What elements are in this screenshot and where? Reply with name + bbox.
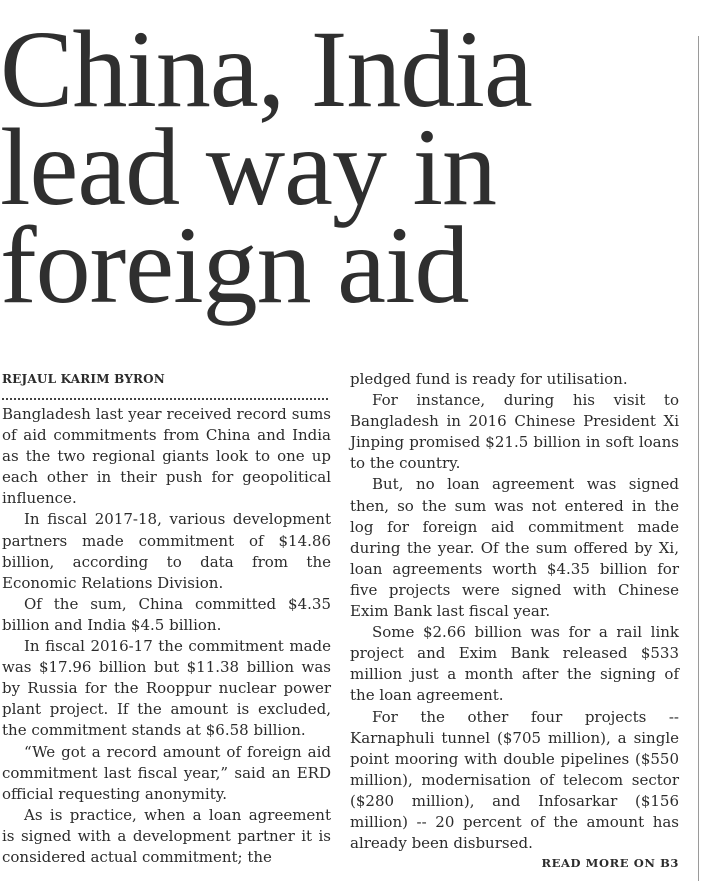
paragraph-continuation: pledged fund is ready for utilisation. <box>350 370 628 388</box>
paragraph: Bangladesh last year received record sums of aid commitments from China and India as the two regional giants look to one up each other in their push for geopolitical influence. <box>2 405 331 508</box>
article-column-2 <box>350 369 679 854</box>
paragraph: Some $2.66 billion was for a rail link project and Exim Bank released $533 million just a month after the signing of the loan agreement. <box>350 623 679 705</box>
paragraph: For the other four projects -- Karnaphuli tunnel ($705 million), a single point mooring with double pipelines ($550 million), modernisation of telecom sector ($280 million), and Infosarkar ($156 million) -- 20 percent of the amount has already been disbursed. <box>350 707 679 853</box>
column-divider-rule <box>698 36 699 881</box>
paragraph: In fiscal 2017-18, various development partners made commitment of $14.86 billion, according to data from the Economic Relations Division. <box>2 510 331 592</box>
paragraph: As is practice, when a loan agreement is signed with a development partner it is considered actual commitment; the <box>2 805 331 866</box>
paragraph: In fiscal 2016-17 the commitment made was $17.96 billion but $11.38 billion was by Russia for the Rooppur nuclear power plant project. If the amount is excluded, the commitment stands at $6.58 billion. <box>2 637 331 740</box>
headline-line-1: China, India <box>0 8 532 130</box>
paragraph: Of the sum, China committed $4.35 billion and India $4.5 billion. <box>2 594 331 634</box>
article-column-1 <box>2 369 331 868</box>
paragraph: But, no loan agreement was signed then, so the sum was not entered in the log for foreign aid commitment made during the year. Of the sum offered by Xi, loan agreements worth $4.35 billion for five projects were signed with Chinese Exim Bank last fiscal year. <box>350 475 679 621</box>
paragraph: For instance, during his visit to Bangladesh in 2016 Chinese President Xi Jinping promised $21.5 billion in soft loans to the country. <box>350 391 679 473</box>
headline-line-2: lead way in <box>0 106 497 228</box>
headline-line-3: foreign aid <box>0 204 469 326</box>
paragraph: “We got a record amount of foreign aid commitment last fiscal year,” said an ERD official requesting anonymity. <box>2 742 331 803</box>
byline-dotted-rule <box>2 398 328 400</box>
read-more-link[interactable]: READ MORE ON B3 <box>541 856 679 870</box>
byline: REJAUL KARIM BYRON <box>2 372 165 386</box>
headline <box>0 8 690 326</box>
